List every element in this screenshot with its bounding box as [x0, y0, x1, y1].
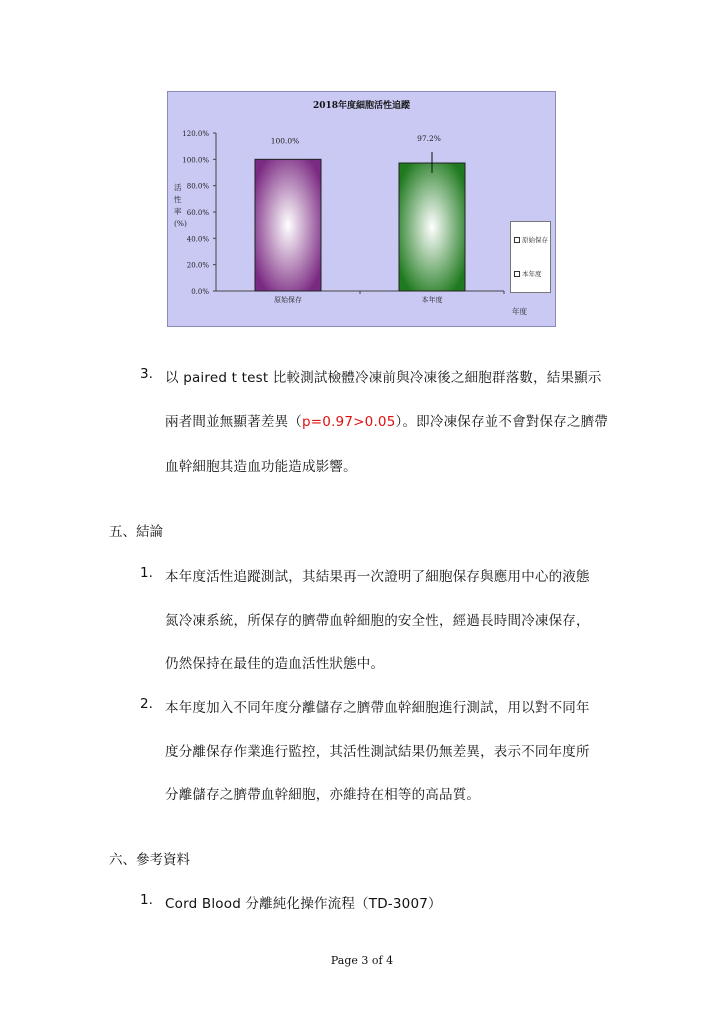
x-axis-label: 年度: [512, 307, 527, 316]
data-label: 100.0%: [270, 136, 300, 146]
conclusion2-line3: 分離儲存之臍帶血幹細胞，亦維持在相等的高品質。: [165, 787, 481, 803]
y-axis-label-char: 率: [174, 207, 182, 216]
conclusion1-line3: 仍然保持在最佳的造血活性狀態中。: [165, 656, 385, 672]
y-axis-label-char: 性: [174, 195, 182, 204]
item3-line3: 血幹細胞其造血功能造成影響。: [165, 459, 357, 475]
conclusion1-line2: 氮冷凍系統，所保存的臍帶血幹細胞的安全性，經過長時間冷凍保存，: [165, 613, 590, 629]
item3-line2-start: 兩者間並無顯著差異（: [165, 414, 302, 430]
y-tick-label: 20.0%: [186, 261, 209, 270]
chart-frame: [167, 91, 556, 327]
item-number: 1.: [140, 892, 153, 908]
reference-item: Cord Blood 分離純化操作流程（TD-3007）: [165, 896, 442, 912]
p-value-text: p=0.97>0.05: [302, 414, 396, 430]
y-tick-label: 60.0%: [186, 209, 209, 217]
item3-line1: 以 paired t test 比較測試檢體冷凍前與冷凍後之細胞群落數，結果顯示: [165, 370, 602, 386]
x-tick-label: 原始保存: [274, 296, 302, 304]
item-number: 3.: [140, 366, 153, 382]
y-axis-label-char: (%): [174, 219, 187, 228]
bar-this-year: [399, 163, 465, 291]
chart-plot: [168, 92, 555, 326]
legend-label: 原始保存: [522, 236, 548, 244]
legend-swatch-icon: [514, 271, 520, 277]
legend-swatch-icon: [514, 237, 520, 243]
section-heading-references: 六、參考資料: [109, 852, 190, 868]
item3-line2-end: ）。即冷凍保存並不會對保存之臍帶: [395, 414, 608, 430]
legend-item-this-year: [514, 269, 542, 278]
conclusion2-line1: 本年度加入不同年度分離儲存之臍帶血幹細胞進行測試，用以對不同年: [165, 700, 590, 716]
conclusion1-line1: 本年度活性追蹤測試，其結果再一次證明了細胞保存與應用中心的液態: [165, 569, 590, 585]
y-tick-label: 80.0%: [186, 182, 209, 191]
y-tick-label: 100.0%: [182, 156, 209, 165]
y-axis-label-char: 活: [174, 183, 182, 192]
legend-item-original: [514, 235, 548, 244]
y-tick-label: 0.0%: [191, 288, 209, 296]
section-heading-conclusion: 五、結論: [109, 524, 163, 540]
x-tick-label: 本年度: [421, 296, 443, 304]
item-number: 1.: [140, 565, 153, 581]
item-number: 2.: [140, 696, 153, 712]
bar-original: [255, 159, 321, 291]
chart-title: 2018年度細胞活性追蹤: [312, 101, 411, 111]
data-label: 97.2%: [417, 134, 441, 144]
chart-legend: [510, 221, 551, 293]
item3-line2: [165, 410, 608, 430]
y-tick-label: 120.0%: [182, 130, 209, 138]
conclusion2-line2: 度分離保存作業進行監控，其活性測試結果仍無差異，表示不同年度所: [165, 744, 590, 760]
y-tick-label: 40.0%: [186, 235, 209, 244]
page-footer: Page 3 of 4: [330, 954, 394, 967]
legend-label: 本年度: [522, 270, 542, 278]
